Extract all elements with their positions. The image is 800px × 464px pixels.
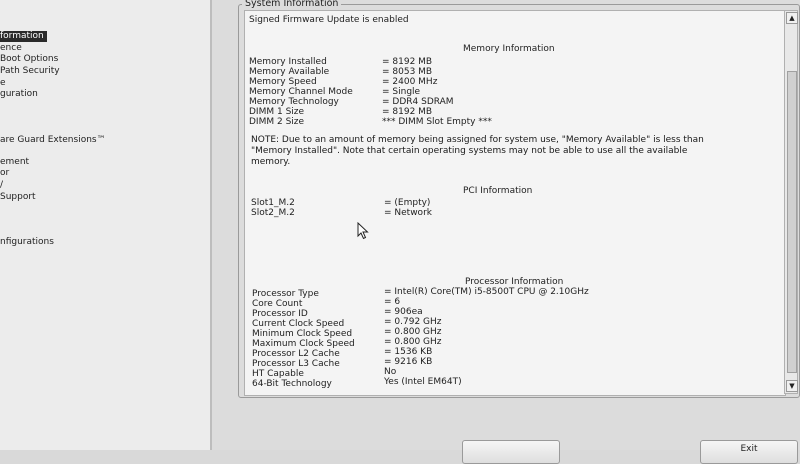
system-information-text-panel <box>244 10 786 396</box>
processor-value: = 9216 KB <box>384 357 433 367</box>
nav-item-software-guard-extensions[interactable]: are Guard Extensions™ <box>0 135 106 145</box>
processor-value: = 0.800 GHz <box>384 327 442 337</box>
memory-label: Memory Installed <box>249 57 327 67</box>
vertical-scrollbar[interactable] <box>784 10 798 394</box>
memory-value: = Single <box>382 87 421 97</box>
processor-label: Current Clock Speed <box>252 319 345 329</box>
memory-value: = 2400 MHz <box>382 77 438 87</box>
memory-value: = 8053 MB <box>382 67 433 77</box>
processor-value: = 6 <box>384 297 401 307</box>
nav-item-post-behavior[interactable]: or <box>0 168 10 178</box>
memory-label: DIMM 1 Size <box>249 107 305 117</box>
pci-value: = Network <box>384 208 432 218</box>
nav-item-virtualization[interactable]: / <box>0 180 4 190</box>
memory-label: Memory Channel Mode <box>249 87 353 97</box>
pci-value: = (Empty) <box>384 198 431 208</box>
system-information-title: System Information <box>242 0 341 9</box>
firmware-status-text: Signed Firmware Update is enabled <box>249 15 409 25</box>
processor-value: Yes (Intel EM64T) <box>384 377 462 387</box>
nav-item-sequence[interactable]: ence <box>0 43 22 53</box>
nav-item-system-information[interactable]: formation <box>0 31 47 42</box>
processor-label: HT Capable <box>252 369 304 379</box>
memory-note-text: NOTE: Due to an amount of memory being assigned for system use, "Memory Available" is less than "Memory Installed". Note that certain operating systems may not be able to use all the available memory. <box>251 135 704 167</box>
scroll-up-arrow-icon[interactable]: ▲ <box>786 12 798 24</box>
processor-label: 64-Bit Technology <box>252 379 332 389</box>
pci-label: Slot1_M.2 <box>251 198 295 208</box>
processor-value: = 0.792 GHz <box>384 317 442 327</box>
processor-label: Maximum Clock Speed <box>252 339 355 349</box>
settings-navigation-pane <box>0 0 212 450</box>
memory-label: Memory Technology <box>249 97 339 107</box>
processor-value: No <box>384 367 397 377</box>
mouse-pointer-icon <box>357 222 371 240</box>
exit-button[interactable]: Exit <box>700 440 798 464</box>
processor-label: Processor L3 Cache <box>252 359 340 369</box>
memory-value: = 8192 MB <box>382 57 433 67</box>
pci-label: Slot2_M.2 <box>251 208 295 218</box>
nav-item-advanced-configurations[interactable]: nfigurations <box>0 237 54 247</box>
memory-value: = DDR4 SDRAM <box>382 97 454 107</box>
processor-label: Processor ID <box>252 309 308 319</box>
memory-value: *** DIMM Slot Empty *** <box>382 117 492 127</box>
scroll-down-arrow-icon[interactable]: ▼ <box>786 380 798 392</box>
restore-settings-button[interactable] <box>462 440 560 464</box>
memory-label: Memory Speed <box>249 77 317 87</box>
memory-information-heading: Memory Information <box>463 44 555 54</box>
processor-label: Processor L2 Cache <box>252 349 340 359</box>
nav-item-power-management[interactable]: ement <box>0 157 30 167</box>
nav-item-date-time[interactable]: e <box>0 78 6 88</box>
pci-information-heading: PCI Information <box>463 186 533 196</box>
nav-item-system-configuration[interactable]: guration <box>0 89 38 99</box>
memory-label: DIMM 2 Size <box>249 117 305 127</box>
processor-value: = 906ea <box>384 307 423 317</box>
processor-value: = 1536 KB <box>384 347 433 357</box>
nav-item-uefi-boot-path-security[interactable]: Path Security <box>0 66 60 76</box>
scrollbar-thumb[interactable] <box>787 71 797 373</box>
processor-label: Core Count <box>252 299 303 309</box>
processor-value: = 0.800 GHz <box>384 337 442 347</box>
memory-label: Memory Available <box>249 67 330 77</box>
memory-value: = 8192 MB <box>382 107 433 117</box>
processor-value: = Intel(R) Core(TM) i5-8500T CPU @ 2.10GHz <box>384 287 589 297</box>
nav-item-virtualization-support[interactable]: Support <box>0 192 36 202</box>
processor-label: Processor Type <box>252 289 319 299</box>
processor-label: Minimum Clock Speed <box>252 329 353 339</box>
processor-information-heading: Processor Information <box>465 277 564 287</box>
nav-item-advanced-boot-options[interactable]: Boot Options <box>0 54 59 64</box>
